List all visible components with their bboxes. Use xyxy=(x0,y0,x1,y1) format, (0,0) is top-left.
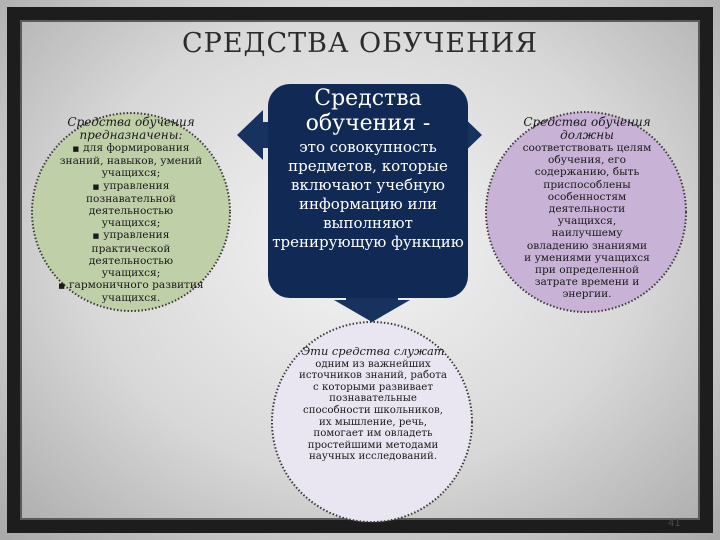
right-body: соответствовать целям обучения, его содержанию, быть приспособлены особенностям деятельности учащихся, наилучшему овладению знаниями и умениями учащихся при определенной затрате времени и энергии. xyxy=(522,142,652,301)
center-body: это совокупность предметов, которые включают учебную информацию или выполняют тренирующую функцию xyxy=(272,138,464,251)
bottom-circle-text xyxy=(296,346,450,463)
right-circle-text xyxy=(522,116,652,301)
bottom-body: одним из важнейших источников знаний, работа с которыми развивает познавательные способности школьников, их мышление, речь, помогает им овладеть простейшими методами научных исследований. xyxy=(299,358,447,463)
slide-title: СРЕДСТВА ОБУЧЕНИЯ xyxy=(182,28,538,59)
right-heading: Средства обучения должны xyxy=(523,115,651,142)
left-heading: Средства обучения предназначены: xyxy=(67,115,195,142)
center-heading: Средства обучения - xyxy=(305,86,431,136)
bullet-icon: ■ xyxy=(58,282,65,291)
bottom-heading: Эти средства служат xyxy=(301,344,445,358)
left-circle-text xyxy=(58,116,204,305)
bullet-icon: ■ xyxy=(72,145,80,153)
bullet-icon: ■ xyxy=(92,232,100,241)
left-item-2: ■ управления познавательной деятельностью учащихся; xyxy=(85,179,176,230)
left-item-1: ■ для формирования знаний, навыков, умений учащихся; xyxy=(59,142,203,180)
bullet-icon: ■ xyxy=(92,182,100,191)
center-box-text xyxy=(272,86,464,296)
left-item-4: ■ гармоничного развития учащихся. xyxy=(58,279,204,305)
page-number: 41 xyxy=(668,518,681,529)
left-item-3: ■ управления практической деятельностью учащихся; xyxy=(88,229,174,280)
